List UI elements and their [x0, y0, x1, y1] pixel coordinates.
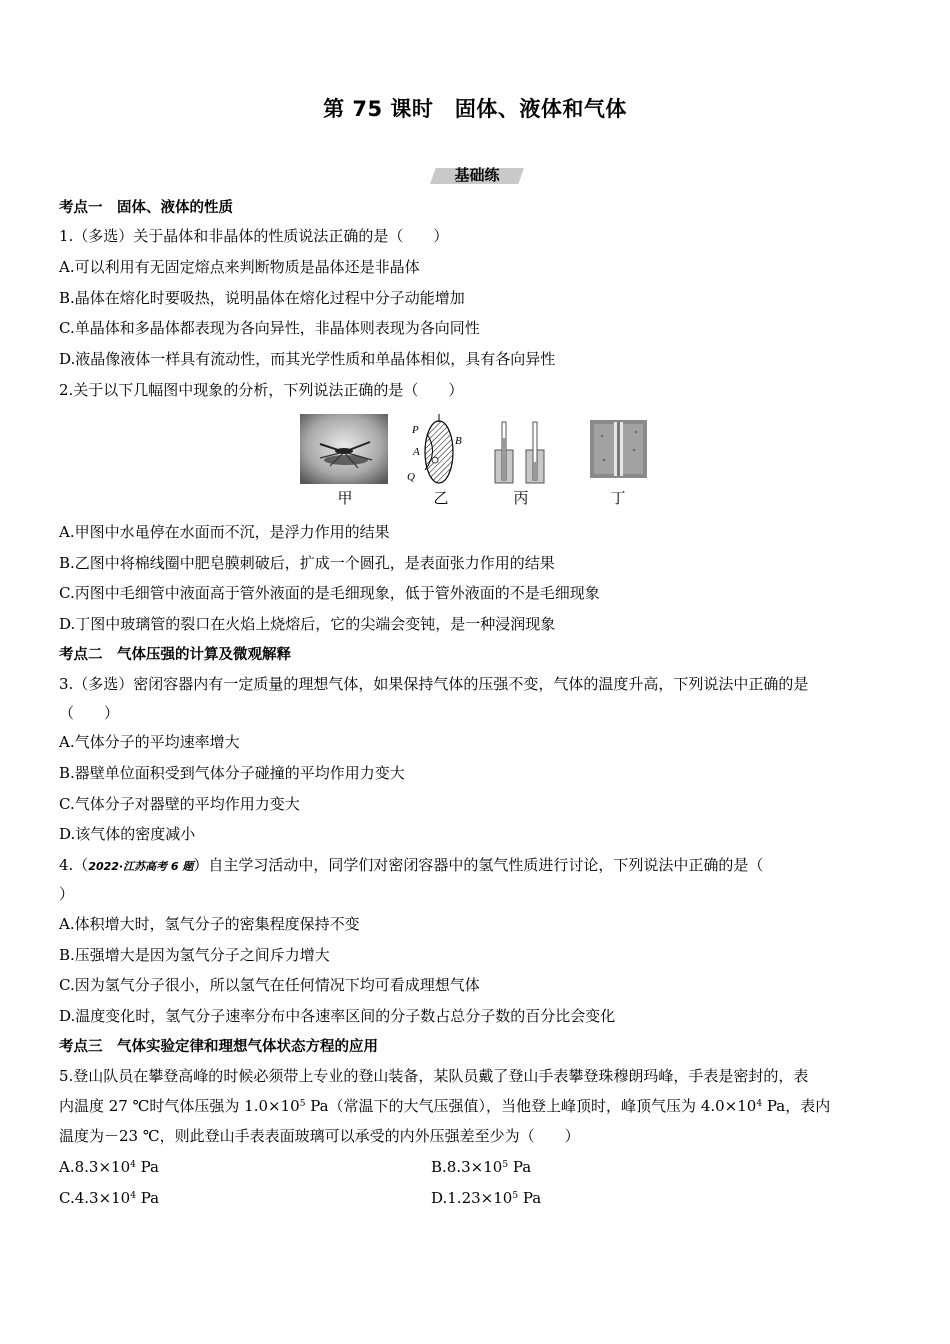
q5-exponent-5: 5 — [299, 1099, 306, 1109]
q5-option-c-exp: 4 — [130, 1191, 136, 1201]
q2-option-c: C.丙图中毛细管中液面高于管外液面的是毛细现象，低于管外液面的不是毛细现象 — [59, 584, 600, 602]
q3-stem: 3.（多选）密闭容器内有一定质量的理想气体，如果保持气体的压强不变，气体的温度升高，下列说法中正确的是 — [59, 675, 809, 693]
q5-option-d — [431, 1188, 541, 1208]
figure-yi-caption: 乙 — [433, 489, 449, 507]
q5-exponent-4: 4 — [756, 1099, 763, 1109]
q5-option-d-base: D.1.23×10 — [431, 1189, 513, 1207]
q5-option-a — [59, 1157, 159, 1177]
figure-bing-capillary-tubes — [493, 420, 548, 485]
q2-option-a: A.甲图中水黾停在水面而不沉，是浮力作用的结果 — [59, 523, 390, 541]
q5-option-a-exp: 4 — [130, 1160, 136, 1170]
q5-line2-part1: 内温度 27 ℃时气体压强为 1.0×10 — [59, 1097, 300, 1115]
badge-label: 基础练 — [454, 166, 500, 184]
q1-option-b: B.晶体在熔化时要吸热，说明晶体在熔化过程中分子动能增加 — [59, 289, 465, 307]
q2-option-d: D.丁图中玻璃管的裂口在火焰上烧熔后，它的尖端会变钝，是一种浸润现象 — [59, 615, 556, 633]
q5-option-b-exp: 5 — [502, 1160, 509, 1170]
q5-option-b-base: B.8.3×10 — [431, 1158, 503, 1176]
q5-line2-part3: Pa，表内 — [762, 1097, 831, 1115]
q4-stem-bracket: ） — [59, 885, 75, 903]
figure-jia-water-strider — [300, 414, 388, 484]
q3-option-c: C.气体分子对器壁的平均作用力变大 — [59, 795, 300, 813]
label-q: Q — [407, 471, 415, 483]
section-badge — [430, 164, 524, 186]
q5-option-c-unit: Pa — [135, 1189, 160, 1207]
label-b: B — [455, 435, 462, 447]
q5-option-a-base: A.8.3×10 — [59, 1158, 131, 1176]
figure-ding-glass-tube — [590, 420, 647, 478]
q3-option-a: A.气体分子的平均速率增大 — [59, 733, 240, 751]
q4-option-d: D.温度变化时，氢气分子速率分布中各速率区间的分子数占总分子数的百分比会变化 — [59, 1007, 616, 1025]
q5-option-d-exp: 5 — [512, 1191, 519, 1201]
q5-option-c — [59, 1188, 159, 1208]
q1-stem: 1.（多选）关于晶体和非晶体的性质说法正确的是（ ） — [59, 227, 449, 245]
q3-option-b: B.器壁单位面积受到气体分子碰撞的平均作用力变大 — [59, 764, 405, 782]
q2-stem: 2.关于以下几幅图中现象的分析，下列说法正确的是（ ） — [59, 381, 464, 399]
q5-option-d-unit: Pa — [518, 1189, 542, 1207]
q5-option-a-unit: Pa — [135, 1158, 159, 1176]
q5-stem-line3: 温度为－23 ℃，则此登山手表表面玻璃可以承受的内外压强差至少为（ ） — [59, 1127, 580, 1145]
section-heading-3: 考点三 气体实验定律和理想气体状态方程的应用 — [59, 1039, 378, 1055]
q4-source: 2022·江苏高考 6 题 — [88, 860, 194, 873]
q4-number: 4.（ — [59, 856, 89, 874]
q3-stem-bracket: （ ） — [59, 704, 120, 722]
page-title: 第 75 课时 固体、液体和气体 — [323, 97, 627, 121]
figure-jia-caption: 甲 — [337, 489, 353, 507]
q5-option-c-base: C.4.3×10 — [59, 1189, 131, 1207]
q1-option-a: A.可以利用有无固定熔点来判断物质是晶体还是非晶体 — [59, 258, 420, 276]
figure-yi-soap-film — [405, 412, 475, 487]
q1-option-d: D.液晶像液体一样具有流动性，而其光学性质和单晶体相似，具有各向异性 — [59, 350, 556, 368]
q1-option-c: C.单晶体和多晶体都表现为各向异性，非晶体则表现为各向同性 — [59, 319, 480, 337]
q2-option-b: B.乙图中将棉线圈中肥皂膜刺破后，扩成一个圆孔，是表面张力作用的结果 — [59, 554, 555, 572]
figure-bing-caption: 丙 — [513, 489, 529, 507]
section-heading-2: 考点二 气体压强的计算及微观解释 — [59, 647, 291, 663]
label-a: A — [413, 446, 420, 458]
q4-stem — [59, 855, 763, 877]
q5-line2-part2: Pa（常温下的大气压强值），当他登上峰顶时，峰顶气压为 4.0×10 — [305, 1097, 757, 1115]
figure-ding-caption: 丁 — [610, 489, 626, 507]
q4-option-c: C.因为氢气分子很小，所以氢气在任何情况下均可看成理想气体 — [59, 976, 480, 994]
q3-option-d: D.该气体的密度减小 — [59, 825, 196, 843]
section-heading-1: 考点一 固体、液体的性质 — [59, 200, 233, 216]
q5-option-b — [431, 1157, 531, 1177]
q5-stem-line2 — [59, 1096, 830, 1116]
q4-text: ）自主学习活动中，同学们对密闭容器中的氢气性质进行讨论，下列说法中正确的是（ — [193, 856, 764, 874]
q5-option-b-unit: Pa — [508, 1158, 532, 1176]
label-p: P — [412, 424, 419, 436]
q4-option-a: A.体积增大时，氢气分子的密集程度保持不变 — [59, 915, 360, 933]
q4-option-b: B.压强增大是因为氢气分子之间斥力增大 — [59, 946, 330, 964]
q5-stem-line1: 5.登山队员在攀登高峰的时候必须带上专业的登山装备，某队员戴了登山手表攀登珠穆朗玛峰，手表是密封的，表 — [59, 1067, 809, 1085]
